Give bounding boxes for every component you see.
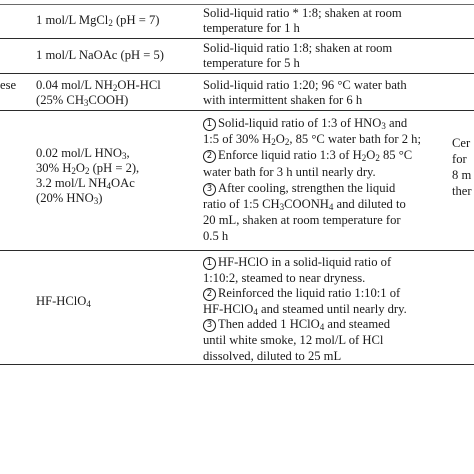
- text-line: 30% $H_2O_2$ (pH = 2),: [36, 161, 140, 176]
- text-line: water bath for 3 h until nearly dry.: [203, 164, 376, 179]
- subscript: 3: [121, 151, 127, 161]
- reagent-cell: [36, 48, 164, 63]
- text-line: 1 HF-HClO in a solid-liquid ratio of: [203, 255, 407, 271]
- text-line: with intermittent shaken for 6 h: [203, 93, 363, 107]
- text-line: 3.2 mol/L $NH_4OAc$: [36, 176, 135, 191]
- text-line: Solid-liquid ratio 1:8; shaken at room: [203, 41, 393, 55]
- row-divider: [0, 38, 474, 39]
- text-line: Solid-liquid ratio 1:20; 96 °C water bath: [203, 78, 407, 92]
- circled-step-number: 2: [203, 150, 216, 163]
- reagent-cell: [36, 78, 161, 108]
- text-line: HF-HClO$_4$ and steamed until nearly dry.: [203, 301, 407, 317]
- text-line: 1:5 of 30% $H_2O_2$, 85 °C water bath for 2 h;: [203, 132, 421, 148]
- conditions-cell: [203, 255, 407, 364]
- reagent-cell: [36, 294, 91, 309]
- text-line: 0.04 mol/L $NH_2OH$-HCl: [36, 78, 161, 93]
- text-line: 1 mol/L NaOAc (pH = 5): [36, 48, 164, 62]
- text-line: Solid-liquid ratio * 1:8; shaken at room: [203, 6, 402, 20]
- subscript: 4: [319, 322, 325, 333]
- subscript: 2: [375, 153, 380, 164]
- text-line: temperature for 1 h: [203, 21, 300, 35]
- text-line: dissolved, diluted to 25 mL: [203, 348, 342, 363]
- text-line: 1 Solid-liquid ratio of 1:3 of $HNO_3$ and: [203, 115, 421, 131]
- subscript: 3: [93, 196, 99, 206]
- subscript: 4: [253, 306, 258, 317]
- reagent-cell: [36, 13, 159, 28]
- subscript: 4: [106, 181, 112, 191]
- circled-step-number: 1: [203, 257, 216, 270]
- circled-step-number: 3: [203, 183, 216, 196]
- subscript: 3: [83, 98, 89, 108]
- subscript: 3: [381, 121, 386, 131]
- row-divider: [0, 250, 474, 251]
- text-line: ratio of 1:5 $CH_3COONH_4$ and diluted to: [203, 197, 406, 213]
- subscript: 2: [284, 137, 290, 148]
- circled-step-number: 2: [203, 288, 216, 301]
- subscript: 2: [112, 83, 118, 93]
- subscript: 2: [361, 153, 367, 164]
- row-divider: [0, 73, 474, 74]
- text-line: for: [452, 152, 467, 166]
- subscript: 2: [108, 18, 113, 28]
- reagent-cell: [36, 146, 139, 206]
- text-line: (20% $HNO_3$): [36, 191, 103, 206]
- text-line: Cer: [452, 136, 471, 150]
- conditions-cell: [203, 78, 407, 108]
- text-line: (25% $CH_3COOH$): [36, 93, 129, 108]
- text-line: 20 mL, shaken at room temperature for: [203, 213, 401, 228]
- row-divider: [0, 4, 474, 5]
- conditions-cell: [203, 41, 392, 71]
- first-column-fragment: ese: [0, 78, 17, 92]
- text-line: 3 Then added 1 HClO$_4$ and steamed: [203, 317, 407, 333]
- text-line: 0.5 h: [203, 229, 229, 244]
- row-divider: [0, 110, 474, 111]
- conditions-cell: [203, 115, 421, 245]
- subscript: 4: [328, 202, 334, 213]
- text-line: 2 Enforce liquid ratio 1:3 of $H_2O_2$ 85 °C: [203, 147, 421, 163]
- text-line: 3 After cooling, strengthen the liquid: [203, 180, 421, 196]
- subscript: 3: [279, 202, 285, 213]
- text-line: 8 m: [452, 168, 472, 182]
- text-line: HF-HClO$_4$: [36, 294, 91, 309]
- text-line: 1:10:2, steamed to near dryness.: [203, 270, 366, 285]
- subscript: 2: [84, 166, 90, 176]
- text-line: ther: [452, 184, 472, 198]
- text-line: 0.02 mol/L $HNO_3$,: [36, 146, 130, 161]
- conditions-cell: [203, 6, 402, 36]
- text-line: until white smoke, 12 mol/L of HCl: [203, 332, 384, 347]
- last-column-fragment: [452, 135, 472, 199]
- circled-step-number: 1: [203, 118, 216, 131]
- text-line: 2 Reinforced the liquid ratio 1:10:1 of: [203, 286, 407, 302]
- subscript: 4: [86, 299, 91, 309]
- text-line: 1 mol/L MgCl$_2$ (pH = 7): [36, 13, 160, 28]
- subscript: 2: [71, 166, 76, 176]
- subscript: 2: [271, 137, 276, 148]
- circled-step-number: 3: [203, 319, 216, 332]
- text-line: temperature for 5 h: [203, 56, 300, 70]
